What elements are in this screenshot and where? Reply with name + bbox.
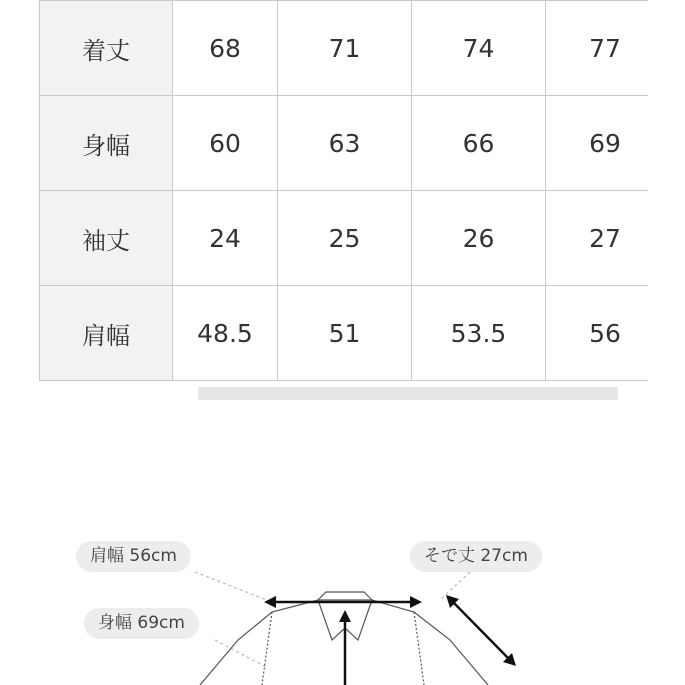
table-cell: 77 xyxy=(546,1,665,96)
shoulder-leader-line xyxy=(195,572,272,602)
row-label: 着丈 xyxy=(40,1,173,96)
table-cell: 27 xyxy=(546,191,665,286)
table-cell: 51 xyxy=(278,286,412,381)
table-cell: 56 xyxy=(546,286,665,381)
table-cell: 48.5 xyxy=(173,286,278,381)
table-cell: 71 xyxy=(278,1,412,96)
sleeve-length-arrow xyxy=(446,595,516,666)
body-length-arrow xyxy=(339,610,351,685)
row-label: 身幅 xyxy=(40,96,173,191)
sleeve-leader-line xyxy=(440,572,470,600)
chest-width-label: 身幅 69cm xyxy=(84,608,199,639)
table-cell: 25 xyxy=(278,191,412,286)
shoulder-width-arrow xyxy=(264,596,422,608)
table-cell: 69 xyxy=(546,96,665,191)
table-cell: 26 xyxy=(412,191,546,286)
table-cell: 24 xyxy=(173,191,278,286)
row-label: 肩幅 xyxy=(40,286,173,381)
chest-leader-line xyxy=(215,640,268,668)
table-cell: 66 xyxy=(412,96,546,191)
table-cell: 74 xyxy=(412,1,546,96)
table-cell: 60 xyxy=(173,96,278,191)
table-cell: 63 xyxy=(278,96,412,191)
sleeve-length-label: そで丈 27cm xyxy=(410,541,542,572)
row-label: 袖丈 xyxy=(40,191,173,286)
table-cell: 68 xyxy=(173,1,278,96)
table-cell: 53.5 xyxy=(412,286,546,381)
shoulder-width-label: 肩幅 56cm xyxy=(76,541,191,572)
